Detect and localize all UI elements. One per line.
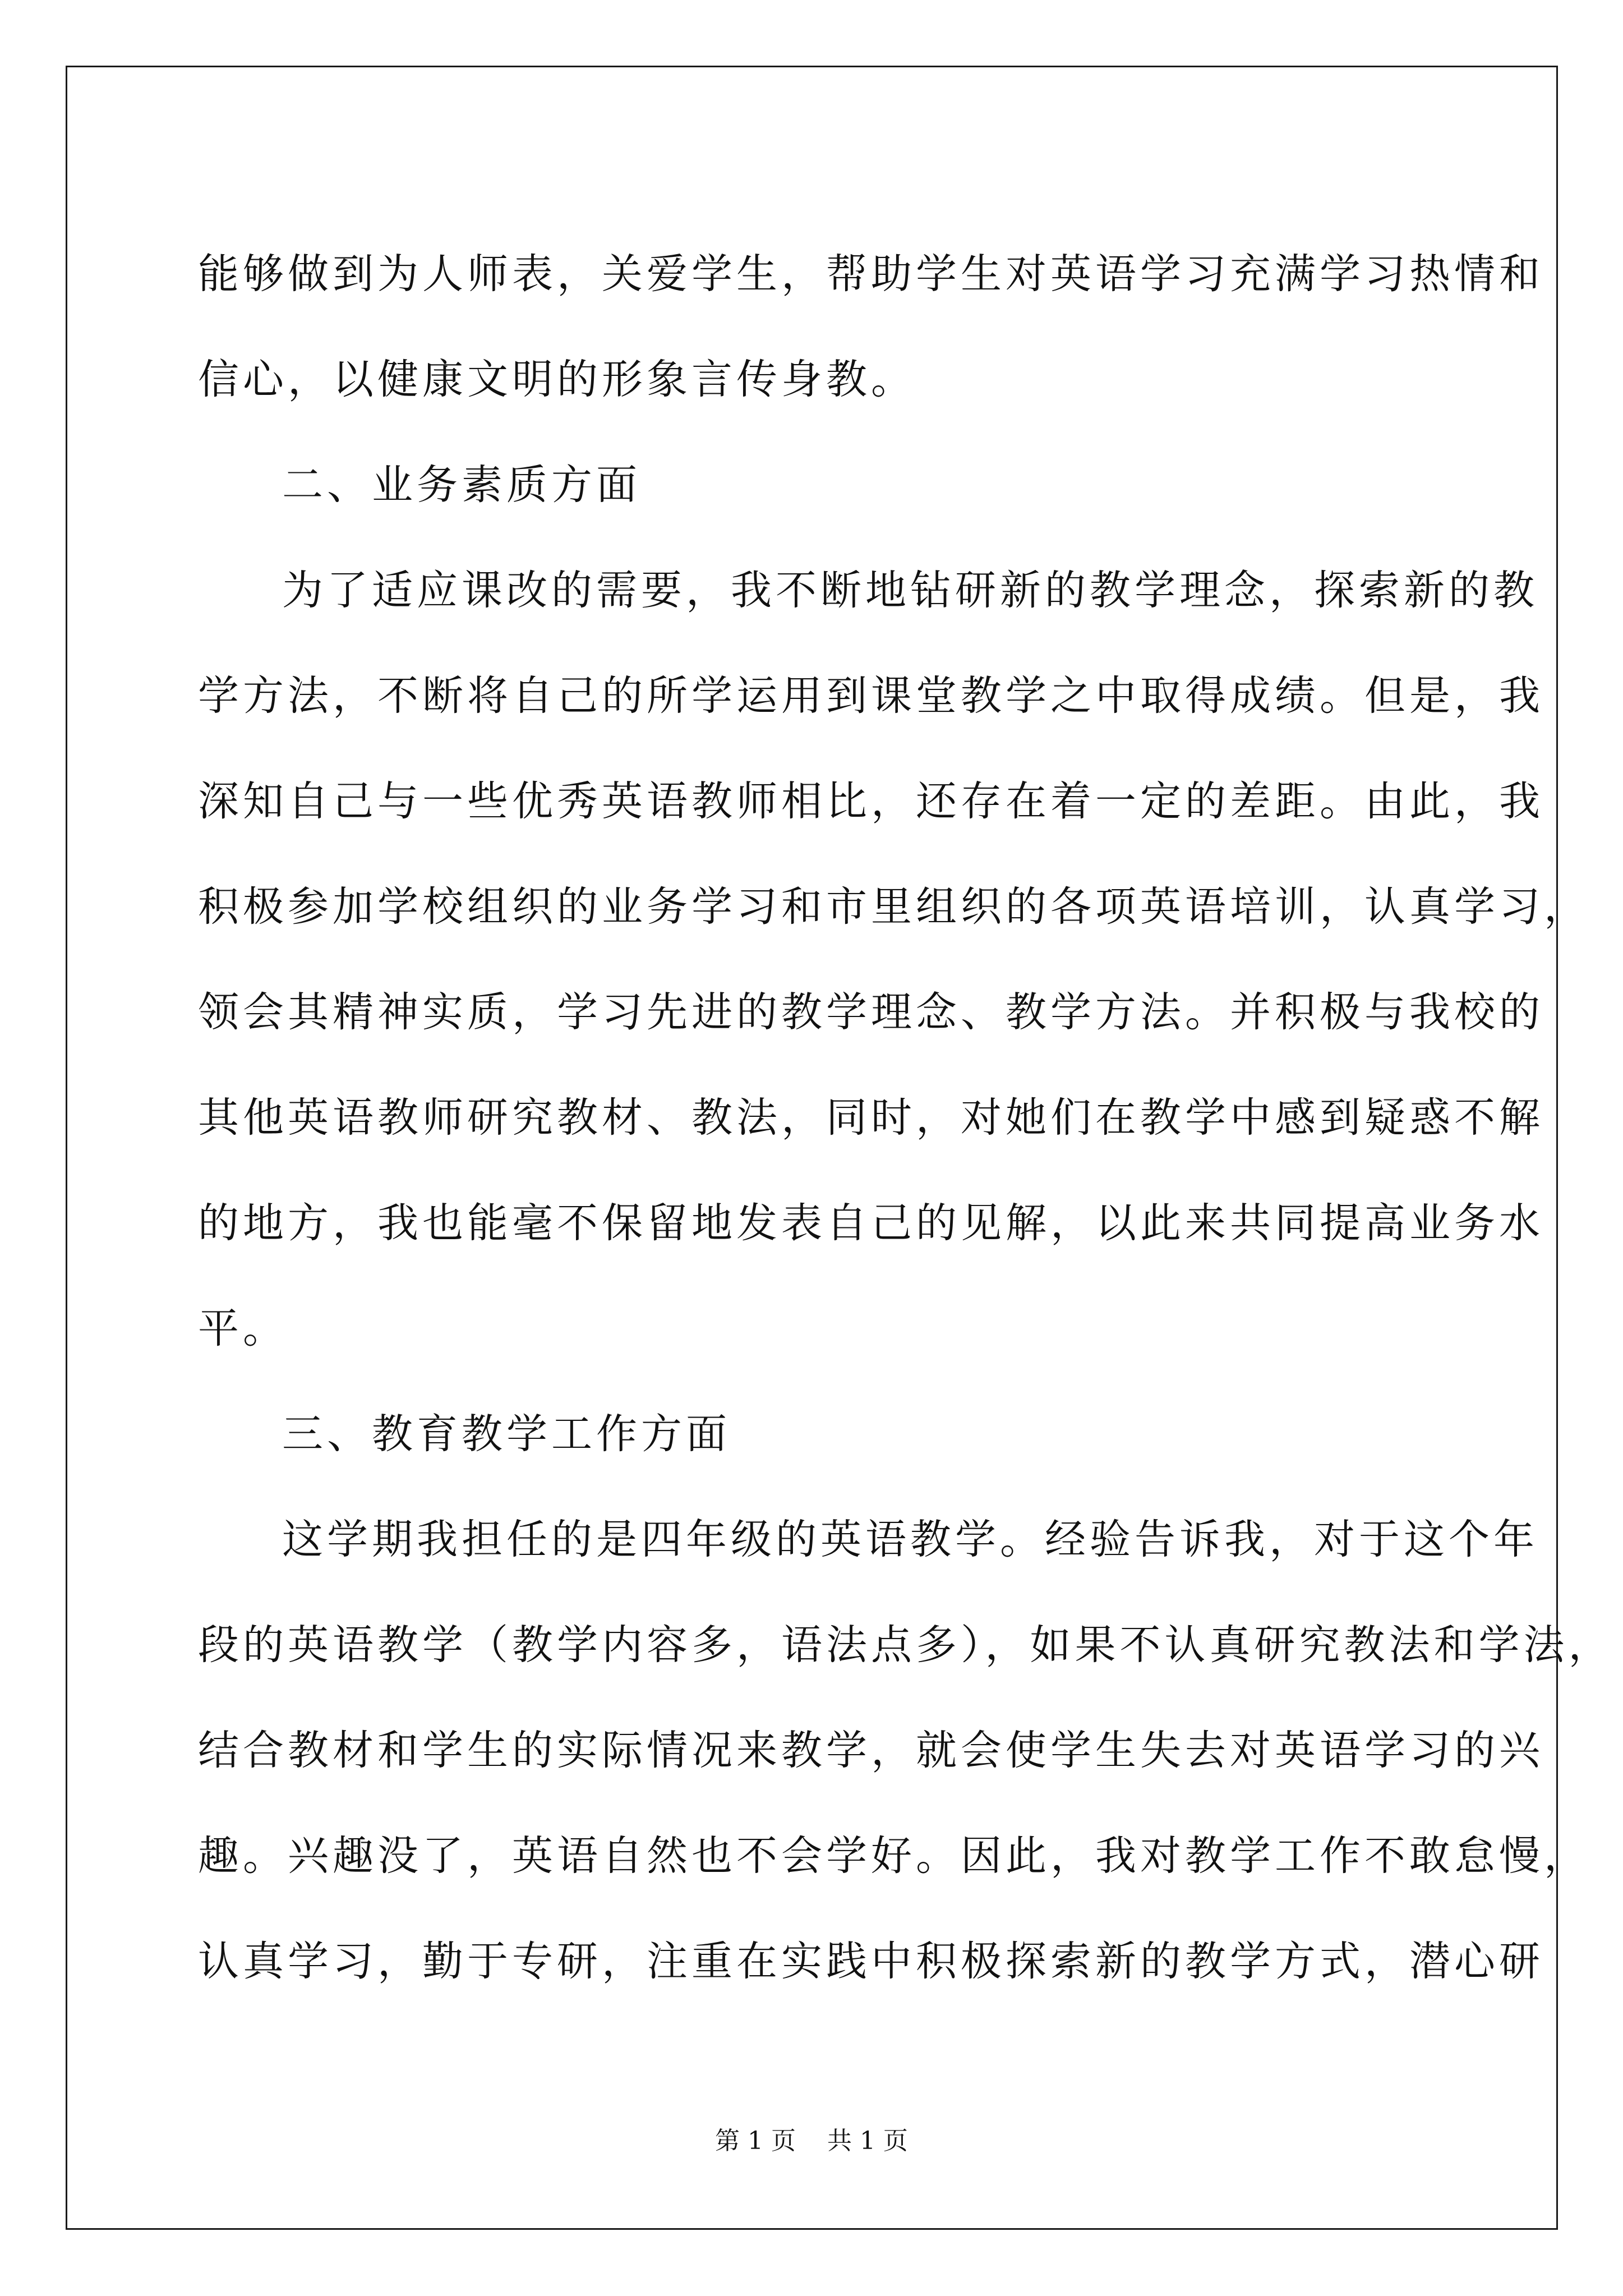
- document-body: [198, 222, 1613, 2014]
- text-line: 段的英语教学（教学内容多，语法点多），如果不认真研究教法和学法，: [198, 1621, 1613, 1669]
- text-line: 领会其精神实质，学习先进的教学理念、教学方法。并积极与我校的: [198, 988, 1544, 1036]
- text-line: 为了适应课改的需要，我不断地钻研新的教学理念，探索新的教: [282, 567, 1538, 614]
- text-line: 能够做到为人师表，关爱学生，帮助学生对英语学习充满学习热情和: [198, 250, 1544, 298]
- page-number: 第 1 页: [715, 2127, 796, 2155]
- text-line: 认真学习，勤于专研，注重在实践中积极探索新的教学方式，潜心研: [198, 1938, 1544, 1985]
- page-total: 共 1 页: [827, 2127, 908, 2155]
- text-line: 这学期我担任的是四年级的英语教学。经验告诉我，对于这个年: [282, 1516, 1538, 1563]
- text-line: 深知自己与一些优秀英语教师相比，还存在着一定的差距。由此，我: [198, 777, 1544, 825]
- text-line: 趣。兴趣没了，英语自然也不会学好。因此，我对教学工作不敢怠慢，: [198, 1832, 1589, 1880]
- page-footer: [0, 2124, 1623, 2158]
- section-heading: 二、业务素质方面: [282, 461, 641, 509]
- text-line: 平。: [198, 1305, 288, 1352]
- text-line: 积极参加学校组织的业务学习和市里组织的各项英语培训，认真学习，: [198, 883, 1589, 931]
- text-line: 信心，以健康文明的形象言传身教。: [198, 356, 916, 403]
- text-line: 学方法，不断将自己的所学运用到课堂教学之中取得成绩。但是，我: [198, 672, 1544, 720]
- section-heading: 三、教育教学工作方面: [282, 1410, 731, 1458]
- text-line: 的地方，我也能毫不保留地发表自己的见解，以此来共同提高业务水: [198, 1199, 1544, 1247]
- text-line: 其他英语教师研究教材、教法，同时，对她们在教学中感到疑惑不解: [198, 1094, 1544, 1142]
- text-line: 结合教材和学生的实际情况来教学，就会使学生失去对英语学习的兴: [198, 1727, 1544, 1774]
